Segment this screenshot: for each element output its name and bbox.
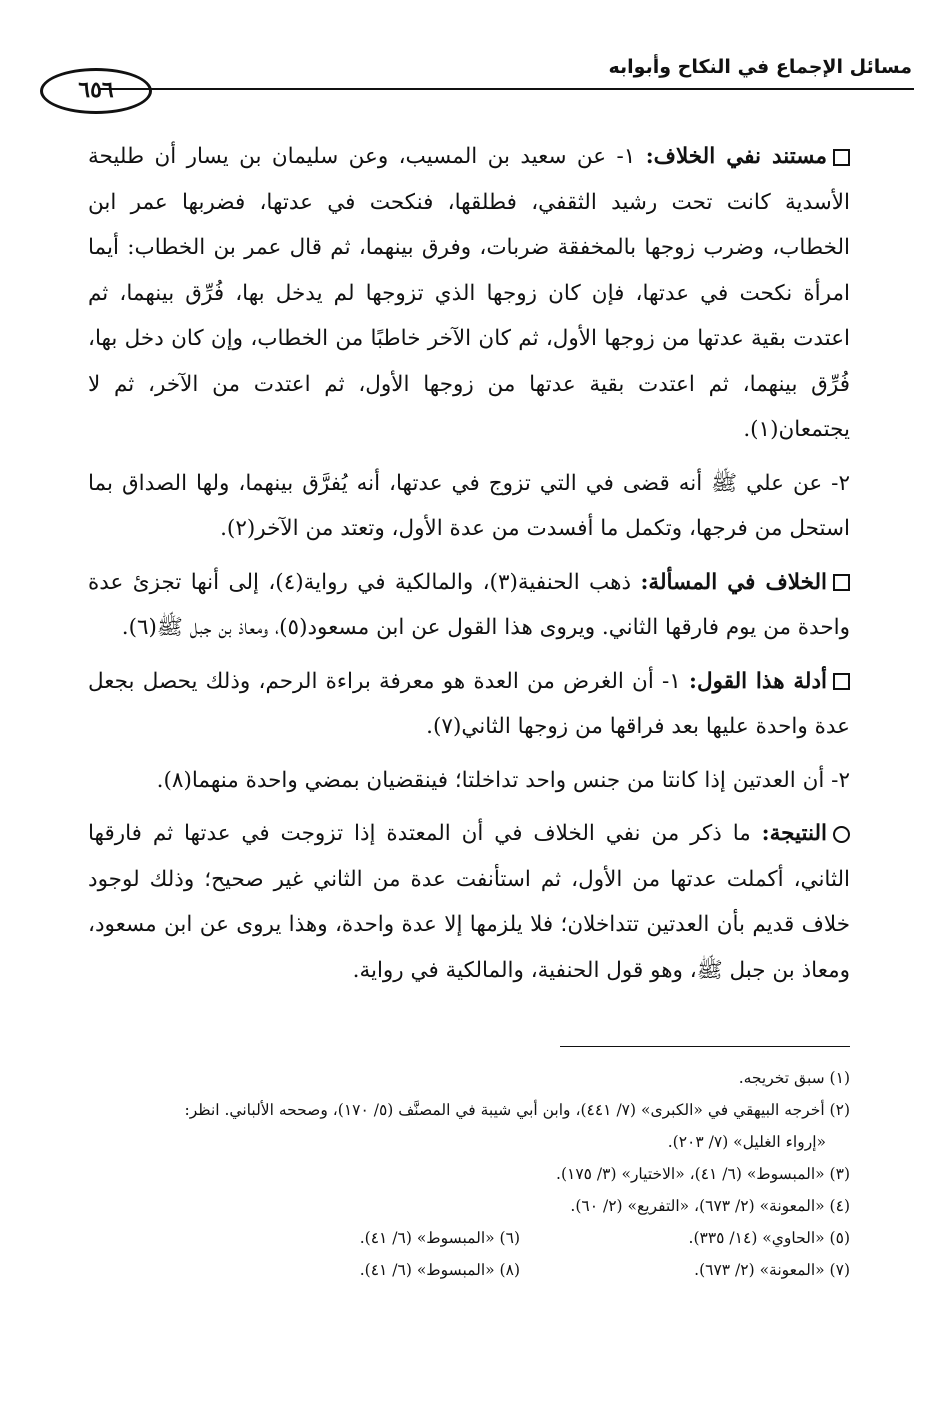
section-text: ٢- عن علي ﷺ أنه قضى في التي تزوج في عدتها، أنه يُفرَّق بينهما، ولها الصداق بما استحل من فرجها، وتكمل ما أفسدت من عدة الأول، وتعتد من الآخر(٢).	[88, 470, 850, 541]
footnote-row	[88, 1222, 850, 1254]
footnote-7: (٧) «المعونة» (٢/ ٦٧٣).	[694, 1261, 850, 1279]
section-proofs-2	[88, 758, 850, 804]
square-bullet-icon	[833, 149, 850, 166]
footnote-1: (١) سبق تخريجه.	[738, 1069, 850, 1087]
section-heading: أدلة هذا القول:	[689, 668, 828, 694]
footnotes	[88, 1062, 850, 1286]
section-proofs	[88, 659, 850, 750]
running-header	[40, 52, 920, 112]
footnote-8: (٨) «المبسوط» (٦/ ٤١).	[359, 1261, 520, 1279]
section-text: ٢- أن العدتين إذا كانتا من جنس واحد تداخلتا؛ فينقضيان بمضي واحدة منهما(٨).	[156, 767, 850, 793]
header-rule	[100, 88, 914, 90]
footnote-divider	[560, 1046, 850, 1047]
footnote-4: (٤) «المعونة» (٢/ ٦٧٣)، «التفريع» (٢/ ٦٠).	[570, 1197, 850, 1215]
section-heading: مستند نفي الخلاف:	[645, 144, 827, 169]
footnote-2: (٢) أخرجه البيهقي في «الكبرى» (٧/ ٤٤١)، وابن أبي شيبة في المصنَّف (٥/ ١٧٠)، وصححه الألباني. انظر:	[184, 1101, 850, 1119]
circle-bullet-icon	[833, 826, 850, 843]
section-disagreement	[88, 560, 850, 651]
footnote-3: (٣) «المبسوط» (٦/ ٤١)، «الاختيار» (٣/ ١٧٥).	[556, 1165, 850, 1183]
square-bullet-icon	[833, 574, 850, 591]
section-text: ما ذكر من نفي الخلاف في أن المعتدة إذا تزوجت في عدتها ثم فارقها الثاني، أكملت عدتها من الأول، ثم استأنفت عدة من الثاني غير صحيح؛ وذلك لوجود خلاف قديم بأن العدتين تتداخلان؛ فلا يلزمها إلا عدة واحدة، وهذا يروى عن ابن مسعود، ومعاذ بن جبل ﷺ، وهو قول الحنفية، والمالكية في رواية.	[88, 821, 850, 983]
section-heading: الخلاف في المسألة:	[640, 569, 827, 595]
footnote-2-continued: «إرواء الغليل» (٧/ ٢٠٣).	[667, 1133, 826, 1151]
square-bullet-icon	[833, 673, 850, 690]
footnote-6: (٦) «المبسوط» (٦/ ٤١).	[359, 1229, 520, 1247]
section-evidence-2	[88, 461, 850, 552]
section-text: ذهب الحنفية(٣)، والمالكية في رواية(٤)، إلى أنها تجزئ عدة واحدة من يوم فارقها الثاني. ويروى هذا القول عن ابن مسعود(٥)، ومعاذ بن جبل ﷺ(٦).	[88, 569, 850, 640]
page-number: ٦٥٦	[40, 68, 152, 114]
footnote-5: (٥) «الحاوي» (١٤/ ٣٣٥).	[688, 1229, 850, 1247]
footnote-row	[88, 1254, 850, 1286]
section-text: ١- عن سعيد بن المسيب، وعن سليمان بن يسار أن طليحة الأسدية كانت تحت رشيد الثقفي، فطلقها، فنكحت في عدتها، فضربها عمر ابن الخطاب، وضرب زوجها بالمخفقة ضربات، وفرق بينهما، ثم قال عمر بن الخطاب: أيما امرأة نكحت في عدتها، فإن كان زوجها الذي تزوجها لم يدخل بها، فُرِّق بينهما، ثم اعتدت بقية عدتها من زوجها الأول، ثم كان الآخر خاطبًا من الخطاب، وإن كان دخل بها، فُرِّق بينهما، ثم اعتدت بقية عدتها من زوجها الأول، ثم اعتدت من الآخر، ثم لا يجتمعان(١).	[88, 144, 850, 442]
section-heading: النتيجة:	[761, 821, 827, 846]
section-conclusion	[88, 811, 850, 993]
main-text	[88, 134, 850, 1001]
section-evidence	[88, 134, 850, 453]
running-header-title: مسائل الإجماع في النكاح وأبوابه	[608, 56, 912, 78]
section-text: ١- أن الغرض من العدة هو معرفة براءة الرحم، وذلك يحصل بجعل عدة واحدة عليها بعد فراقها من زوجها الثاني(٧).	[88, 668, 850, 739]
